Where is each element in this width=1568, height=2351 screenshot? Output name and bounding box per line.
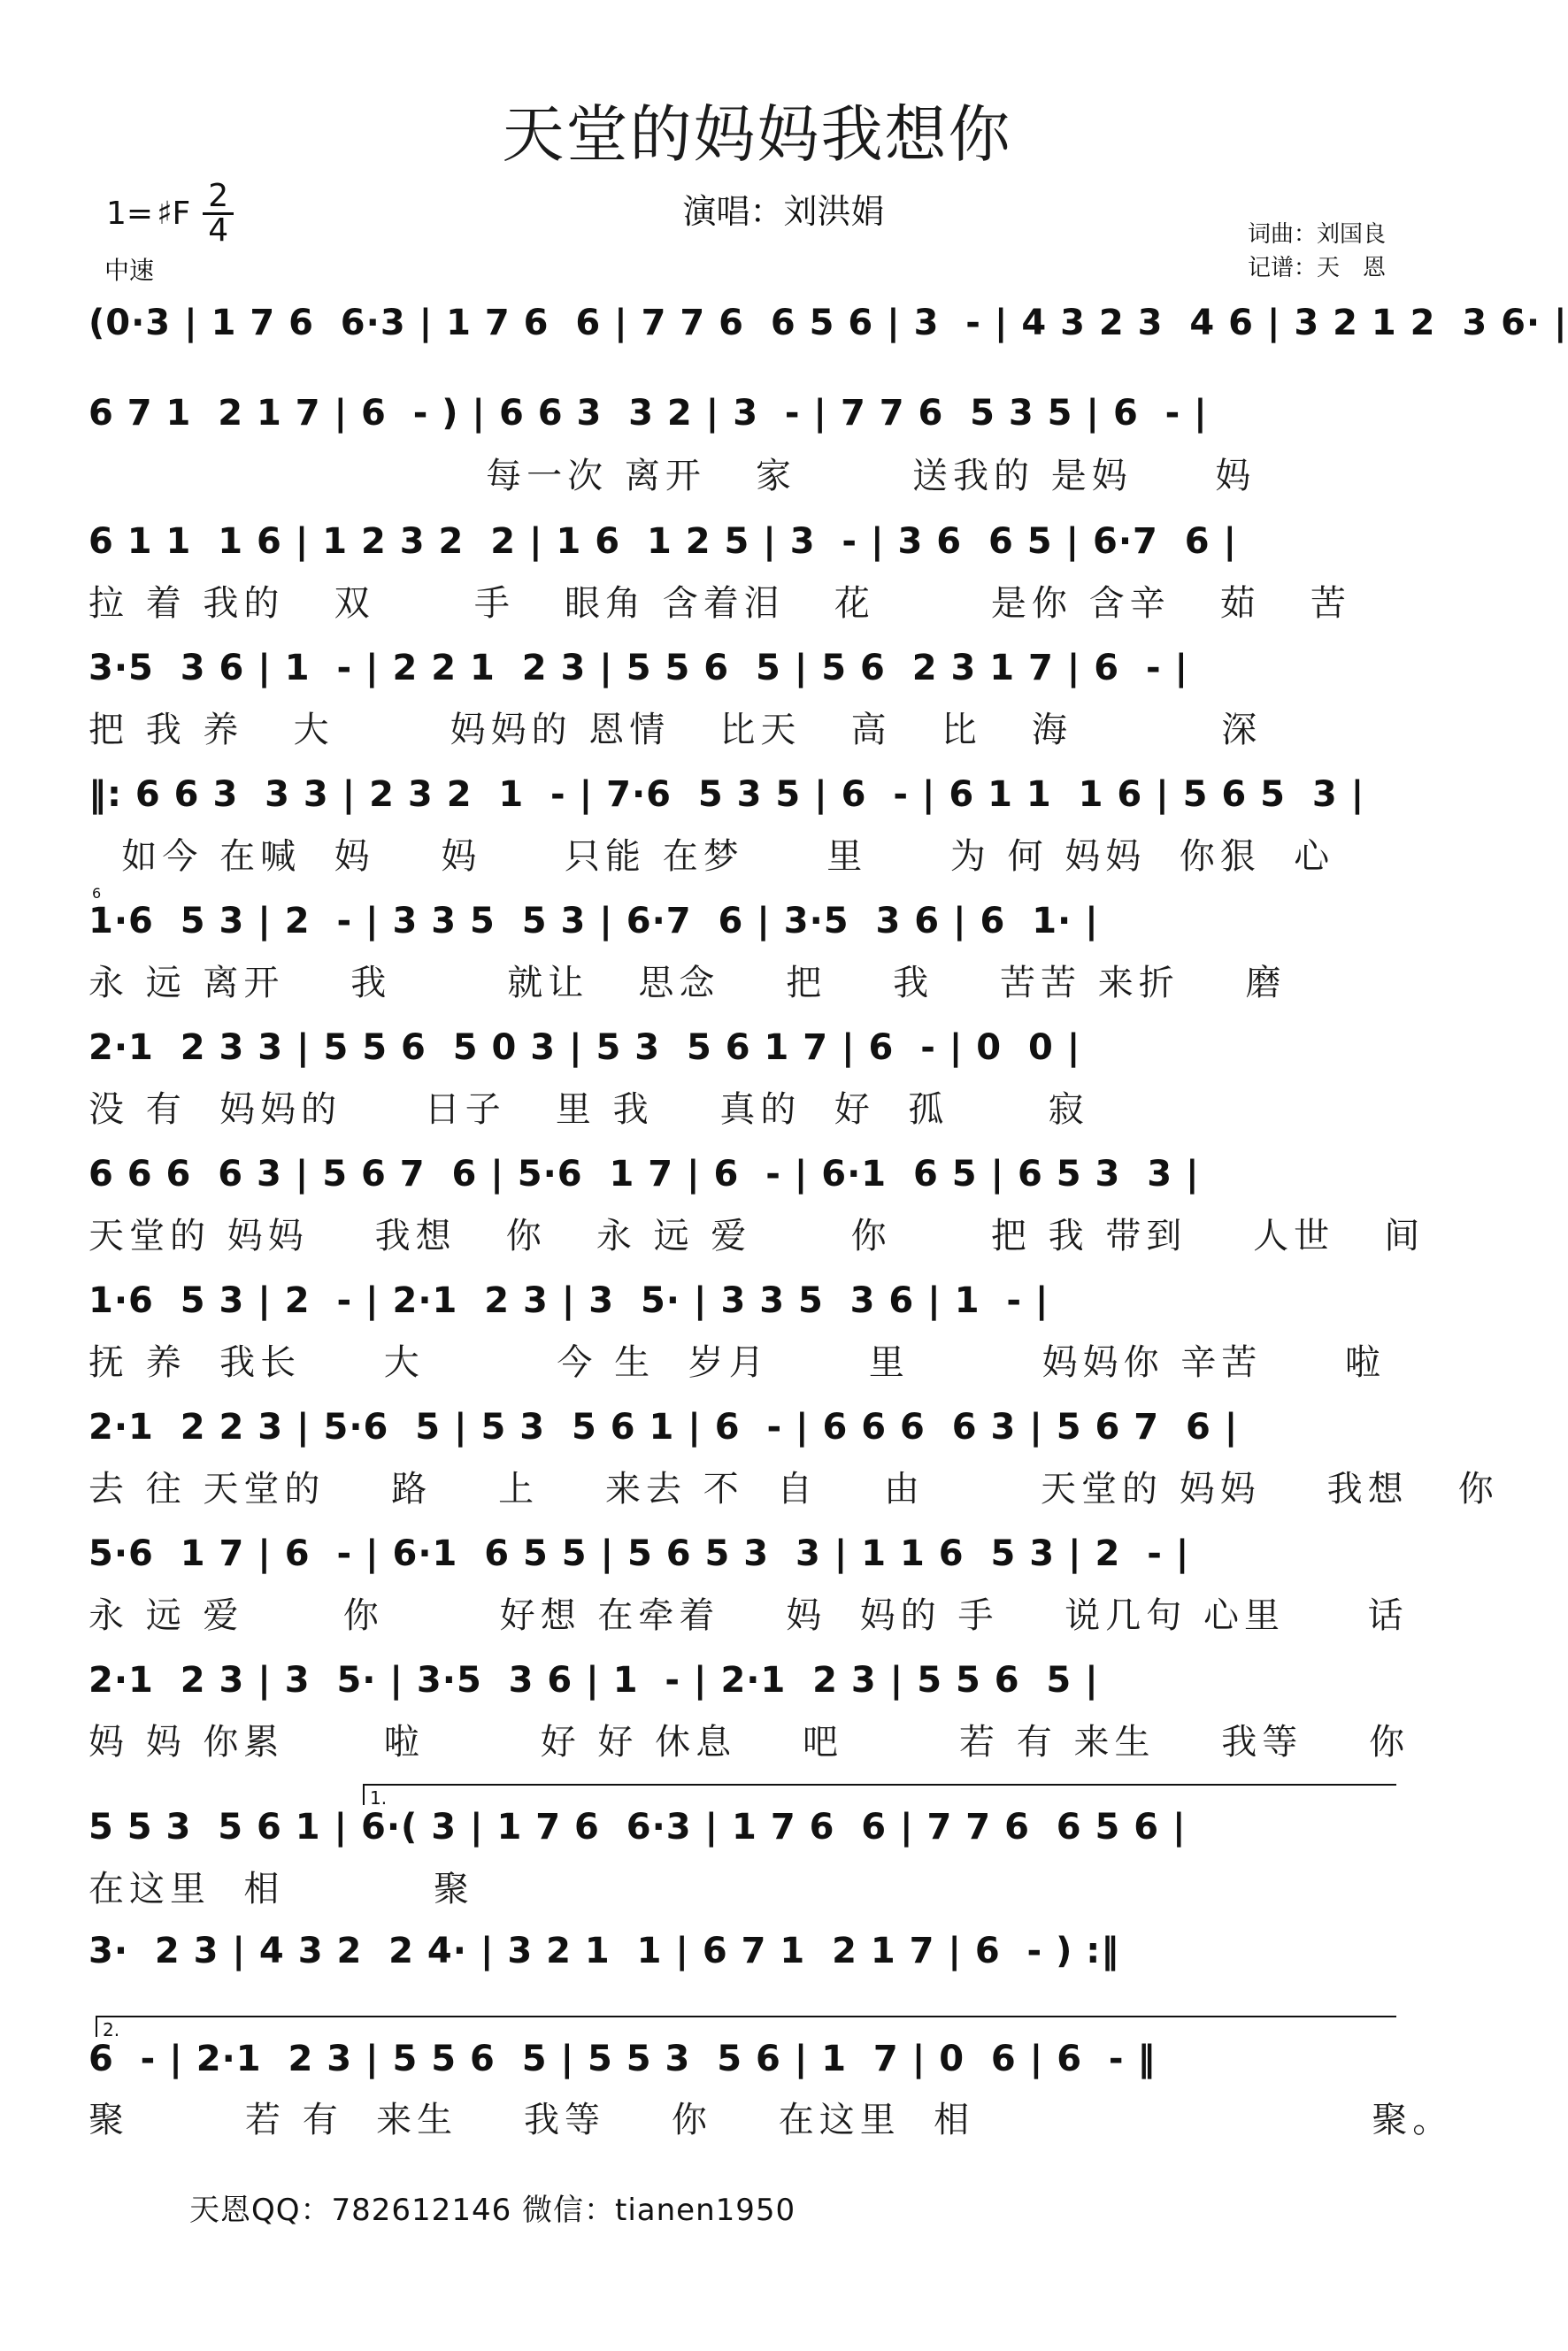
notation-line-15: 6 - | 2·1 2 3 | 5 5 6 5 | 5 5 3 5 6 | 1 7 | 0 6 | 6 - ‖ — [88, 2039, 1157, 2079]
lyric-line-13: 在这里 相 聚 — [88, 1868, 474, 1909]
song-title: 天堂的妈妈我想你 — [502, 98, 1012, 171]
notation-line-10: 2·1 2 2 3 | 5·6 5 | 5 3 5 6 1 | 6 - | 6 6 6 6 3 | 5 6 7 6 | — [88, 1407, 1239, 1448]
credits — [1248, 218, 1386, 285]
notation-line-3: 6 1 1 1 6 | 1 2 3 2 2 | 1 6 1 2 5 | 3 - | 3 6 6 5 | 6·7 6 | — [88, 521, 1238, 562]
notation-line-1: (0·3 | 1 7 6 6·3 | 1 7 6 6 | 7 7 6 6 5 6 | 3 - | 4 3 2 3 4 6 | 3 2 1 2 3 6· | — [88, 303, 1568, 343]
notation-line-2: 6 7 1 2 1 7 | 6 - ) | 6 6 3 3 2 | 3 - | 7 7 6 5 3 5 | 6 - | — [88, 393, 1208, 434]
notation-line-8: 6 6 6 6 3 | 5 6 7 6 | 5·6 1 7 | 6 - | 6·1 6 5 | 6 5 3 3 | — [88, 1154, 1200, 1195]
coda-mark: 6 — [92, 885, 102, 902]
lyricist-composer: 词曲：刘国良 — [1248, 221, 1387, 248]
notation-line-9: 1·6 5 3 | 2 - | 2·1 2 3 | 3 5· | 3 3 5 3 6 | 1 - | — [88, 1280, 1049, 1321]
lyric-line-2: 每一次 离开 家 送我的 是妈 妈 — [88, 455, 1257, 496]
notation-line-4: 3·5 3 6 | 1 - | 2 2 1 2 3 | 5 5 6 5 | 5 6 2 3 1 7 | 6 - | — [88, 648, 1189, 688]
notation-line-12: 2·1 2 3 | 3 5· | 3·5 3 6 | 1 - | 2·1 2 3 | 5 5 6 5 | — [88, 1660, 1099, 1701]
tempo-marking: 中速 — [104, 256, 155, 285]
notation-line-11: 5·6 1 7 | 6 - | 6·1 6 5 5 | 5 6 5 3 3 | 1 1 6 5 3 | 2 - | — [88, 1533, 1190, 1574]
singer-credit: 演唱：刘洪娟 — [682, 192, 885, 231]
lyric-line-6: 永 远 离开 我 就让 思念 把 我 苦苦 来折 磨 — [88, 962, 1287, 1003]
lyric-line-8: 天堂的 妈妈 我想 你 永 远 爱 你 把 我 带到 人世 间 — [88, 1215, 1426, 1256]
contact-footer: 天恩QQ：782612146 微信：tianen1950 — [189, 2193, 796, 2228]
notation-line-6: 1·6 5 3 | 2 - | 3 3 5 5 3 | 6·7 6 | 3·5 3 6 | 6 1· | — [88, 901, 1099, 941]
lyric-line-11: 永 远 爱 你 好想 在牵着 妈 妈的 手 说几句 心里 话 — [88, 1594, 1409, 1636]
ending-1-bracket: 1. — [363, 1784, 1396, 1805]
lyric-line-3: 拉 着 我的 双 手 眼角 含着泪 花 是你 含辛 茹 苦 — [88, 582, 1351, 624]
key-name: ♯F — [157, 196, 191, 232]
notation-line-5: ‖: 6 6 3 3 3 | 2 3 2 1 - | 7·6 5 3 5 | 6 - | 6 1 1 1 6 | 5 6 5 3 | — [88, 774, 1365, 815]
lyric-line-12: 妈 妈 你累 啦 好 好 休息 吧 若 有 来生 我等 你 — [88, 1721, 1410, 1763]
lyric-line-4: 把 我 养 大 妈妈的 恩情 比天 高 比 海 深 — [88, 709, 1263, 750]
lyric-line-7: 没 有 妈妈的 日子 里 我 真的 好 孤 寂 — [88, 1088, 1089, 1130]
notation-line-13: 5 5 3 5 6 1 | 6·( 3 | 1 7 6 6·3 | 1 7 6 6 | 7 7 6 6 5 6 | — [88, 1807, 1187, 1848]
lyric-line-9: 抚 养 我长 大 今 生 岁月 里 妈妈你 辛苦 啦 — [88, 1341, 1386, 1383]
time-denominator: 4 — [208, 212, 229, 249]
key-prefix: 1= — [106, 196, 154, 232]
ending-2-bracket: 2. — [96, 2016, 1396, 2037]
lyric-line-10: 去 往 天堂的 路 上 来去 不 自 由 天堂的 妈妈 我想 你 — [88, 1468, 1499, 1510]
notation-line-14: 3· 2 3 | 4 3 2 2 4· | 3 2 1 1 | 6 7 1 2 1 7 | 6 - ) :‖ — [88, 1931, 1120, 1971]
transcriber: 记谱：天 恩 — [1248, 255, 1387, 281]
notation-line-7: 2·1 2 3 3 | 5 5 6 5 0 3 | 5 3 5 6 1 7 | 6 - | 0 0 | — [88, 1027, 1081, 1068]
lyric-line-15: 聚 若 有 来生 我等 你 在这里 相 聚。 — [88, 2099, 1454, 2140]
time-numerator: 2 — [203, 181, 234, 215]
lyric-line-5: 如今 在喊 妈 妈 只能 在梦 里 为 何 妈妈 你狠 心 — [88, 835, 1335, 877]
